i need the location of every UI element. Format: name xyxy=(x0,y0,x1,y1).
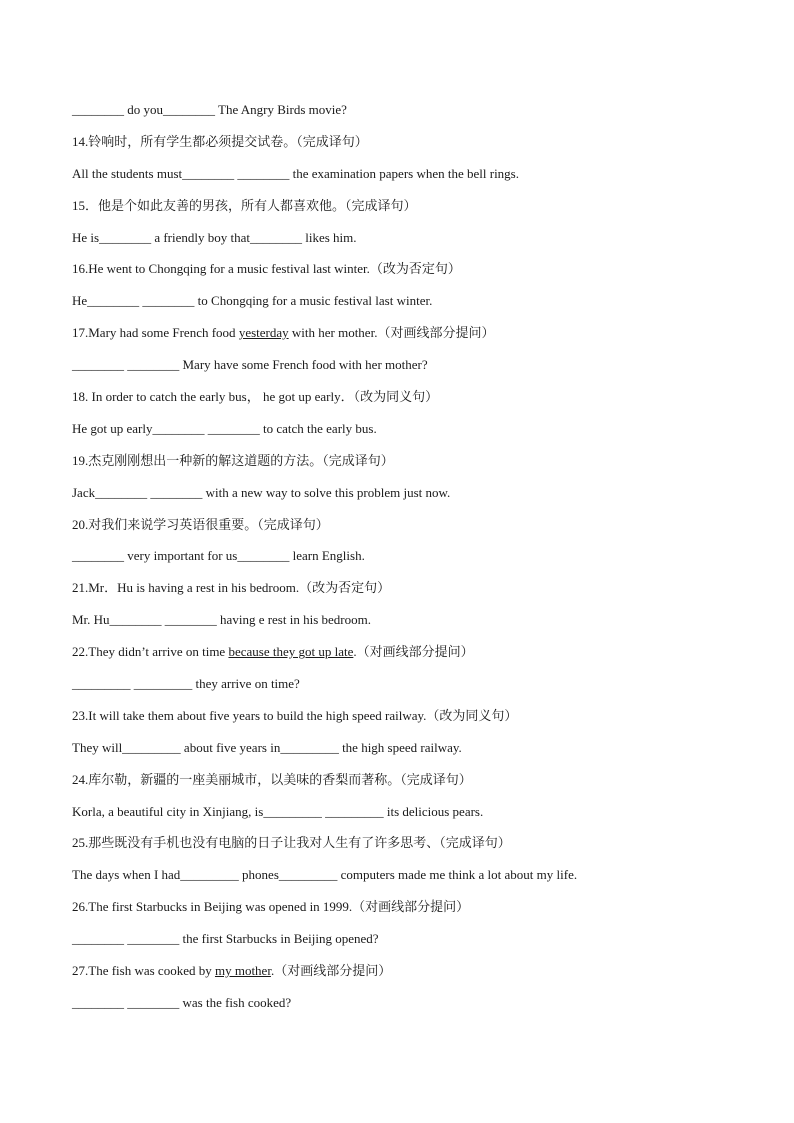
exercise-line xyxy=(72,322,712,354)
exercise-line: ________ ________ was the fish cooked? xyxy=(72,994,292,1010)
exercise-line: He is________ a friendly boy that________ likes him. xyxy=(72,229,357,245)
instruction-text: with her mother.（对画线部分提问） xyxy=(288,325,495,341)
exercise-line xyxy=(72,641,712,673)
exercise-line: 26.The first Starbucks in Beijing was opened in 1999.（对画线部分提问） xyxy=(72,899,470,915)
exercise-line: 15．他是个如此友善的男孩，所有人都喜欢他。（完成译句） xyxy=(72,197,417,213)
sentence-text: 27.The fish was cooked by xyxy=(72,963,215,979)
exercise-line: 19.杰克刚刚想出一种新的解这道题的方法。（完成译句） xyxy=(72,452,394,468)
exercise-line: 21.Mr．Hu is having a rest in his bedroom.（改为否定句） xyxy=(72,580,391,596)
exercise-line: 25.那些既没有手机也没有电脑的日子让我对人生有了许多思考、（完成译句） xyxy=(72,835,511,851)
exercise-line: The days when I had_________ phones_________ computers made me think a lot about my life. xyxy=(72,867,578,883)
exercise-line: 18. In order to catch the early bus， he got up early．（改为同义句） xyxy=(72,389,439,405)
exercise-line: Mr. Hu________ ________ having e rest in his bedroom. xyxy=(72,612,371,628)
exercise-line: ________ ________ Mary have some French food with her mother? xyxy=(72,357,428,373)
exercise-line: 16.He went to Chongqing for a music festival last winter.（改为否定句） xyxy=(72,261,461,277)
sentence-text: 17.Mary had some French food xyxy=(72,325,239,341)
sentence-text: 22.They didn’t arrive on time xyxy=(72,644,229,660)
exercise-line: 23.It will take them about five years to build the high speed railway.（改为同义句） xyxy=(72,707,518,723)
instruction-text: .（对画线部分提问） xyxy=(270,963,392,979)
exercise-line: 14.铃响时，所有学生都必须提交试卷。（完成译句） xyxy=(72,133,368,149)
exercise-line: ________ do you________ The Angry Birds movie? xyxy=(72,102,347,117)
underlined-phrase: yesterday xyxy=(238,325,289,341)
exercise-line: Korla, a beautiful city in Xinjiang, is_________ _________ its delicious pears. xyxy=(72,803,484,819)
underlined-phrase: my mother xyxy=(214,963,271,979)
exercise-line: All the students must________ ________ the examination papers when the bell rings. xyxy=(72,165,519,181)
exercise-line: ________ ________ the first Starbucks in Beijing opened? xyxy=(72,931,379,947)
instruction-text: .（对画线部分提问） xyxy=(353,644,474,660)
exercise-line: They will_________ about five years in_________ the high speed railway. xyxy=(72,739,462,755)
exercise-list xyxy=(72,99,712,1024)
exercise-line xyxy=(72,960,712,992)
exercise-line: 20.对我们来说学习英语很重要。（完成译句） xyxy=(72,516,329,532)
exercise-line: 24.库尔勒，新疆的一座美丽城市，以美味的香梨而著称。（完成译句） xyxy=(72,771,472,787)
exercise-line: He got up early________ ________ to catch the early bus. xyxy=(72,420,377,436)
exercise-line: Jack________ ________ with a new way to solve this problem just now. xyxy=(72,484,451,500)
underlined-phrase: because they got up late xyxy=(228,644,354,660)
exercise-line: He________ ________ to Chongqing for a music festival last winter. xyxy=(72,293,433,309)
exercise-line: ________ very important for us________ learn English. xyxy=(72,548,365,564)
exercise-line: _________ _________ they arrive on time? xyxy=(72,676,300,692)
